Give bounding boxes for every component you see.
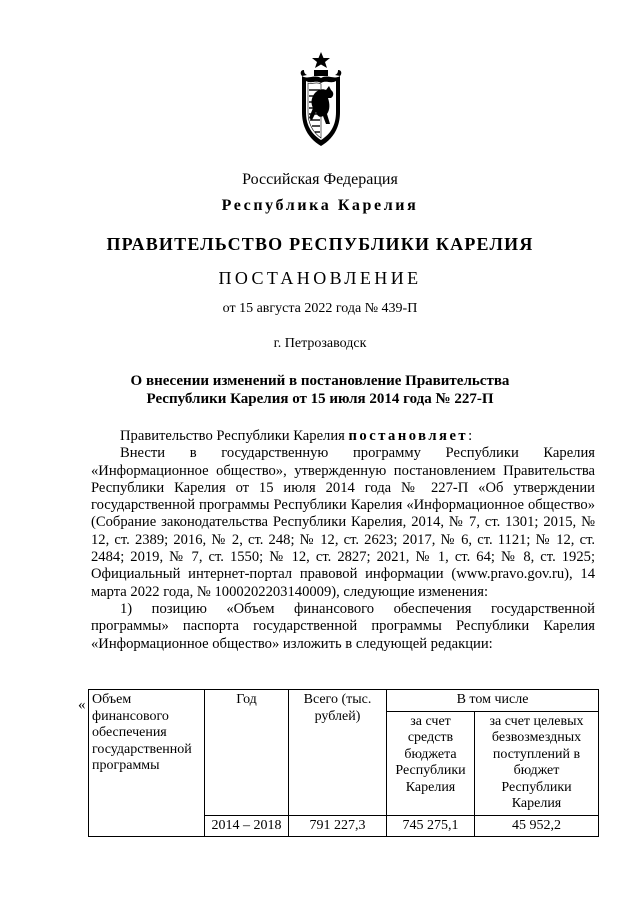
- intro-decree-word: постановляет: [348, 428, 469, 444]
- budget-header-cell: за счет средств бюджета Республики Карелия: [387, 711, 475, 815]
- total-cell: 791 227,3: [289, 815, 387, 837]
- intro-paragraph: [91, 428, 595, 445]
- year-cell: 2014 – 2018: [205, 815, 289, 837]
- amendment-paragraph: Внести в государственную программу Республики Карелия «Информационное общество», утвержденную постановлением Правительства Республики Карелия от 15 июля 2014 года № 227-П «Об утверждении государственной программы Республики Карелия «Информационное общество» (Собрание законодательства Республики Карелия, 2014, № 7, ст. 1301; 2015, № 12, ст. 2389; 2016, № 2, ст. 248; № 12, ст. 2623; 2017, № 6, ст. 1121; № 12, ст. 2484; 2019, № 7, ст. 1550; № 12, ст. 2827; 2021, № 1, ст. 64; № 8, ст. 1925; Официальный интернет-портал правовой информации (www.pravo.gov.ru), 14 марта 2022 года, № 1000202203140009), следующие изменения:: [91, 445, 595, 600]
- document-body: [91, 428, 595, 653]
- item-1-paragraph: 1) позицию «Объем финансового обеспечения государственной программы» паспорта государственной программы Республики Карелия «Информационное общество» изложить в следующей редакции:: [91, 600, 595, 652]
- row-label-cell: Объем финансового обеспечения государственной программы: [89, 690, 205, 837]
- intro-suffix: :: [468, 428, 473, 444]
- budget-cell: 745 275,1: [387, 815, 475, 837]
- year-header-cell: Год: [205, 690, 289, 816]
- table-header-row: [89, 690, 599, 712]
- including-header-cell: В том числе: [387, 690, 599, 712]
- document-title-line-2: Республики Карелия от 15 июля 2014 года № 227-П: [146, 391, 494, 407]
- document-date-number: от 15 августа 2022 года № 439-П: [222, 301, 418, 316]
- document-title-line-1: О внесении изменений в постановление Правительства: [130, 373, 510, 389]
- government-name: ПРАВИТЕЛЬСТВО РЕСПУБЛИКИ КАРЕЛИЯ: [106, 234, 534, 254]
- funding-table: [88, 689, 599, 837]
- federation-name: Российская Федерация: [242, 171, 398, 188]
- targeted-cell: 45 952,2: [475, 815, 599, 837]
- republic-name: Республика Карелия: [221, 197, 419, 214]
- document-type: ПОСТАНОВЛЕНИЕ: [218, 268, 422, 288]
- opening-quote: «: [78, 697, 86, 713]
- document-place: г. Петрозаводск: [273, 336, 367, 351]
- total-header-cell: Всего (тыс. рублей): [289, 690, 387, 816]
- targeted-header-cell: за счет целевых безвозмездных поступлений в бюджет Республики Карелия: [475, 711, 599, 815]
- intro-prefix: Правительство Республики Карелия: [120, 428, 349, 444]
- karelia-coat-of-arms-emblem: [298, 50, 344, 150]
